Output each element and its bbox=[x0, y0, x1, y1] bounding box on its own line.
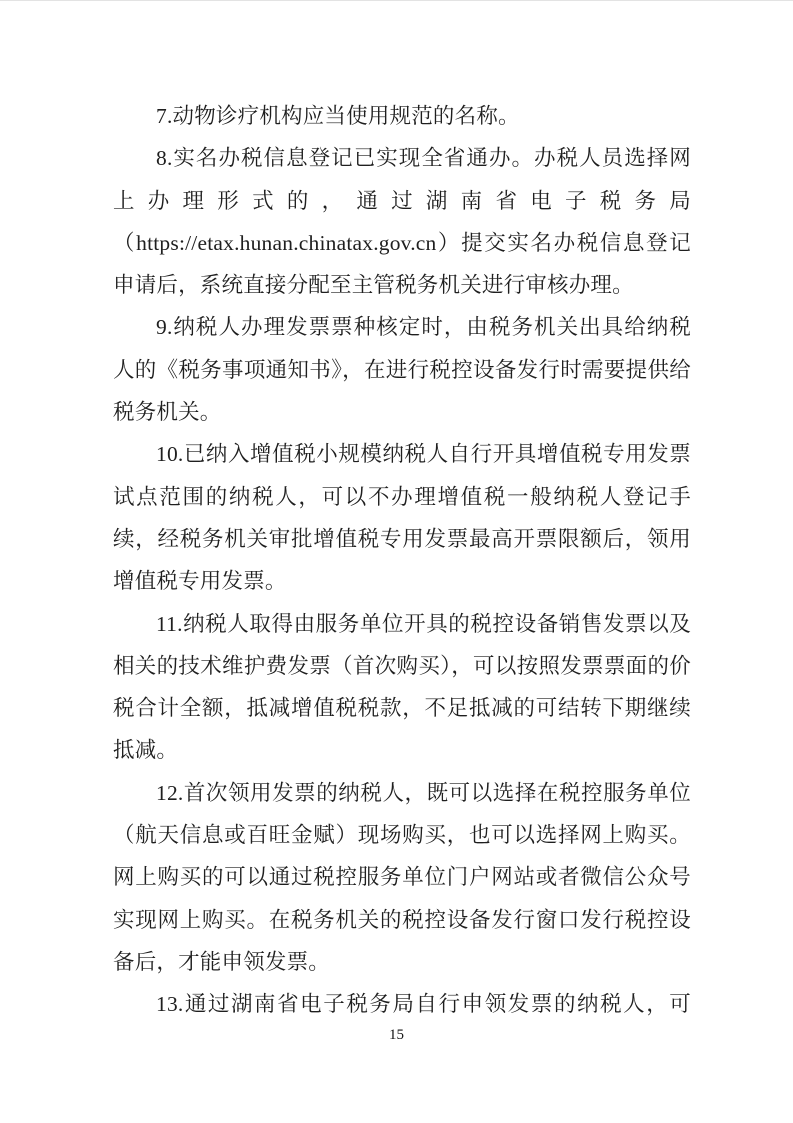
paragraph-9: 9.纳税人办理发票票种核定时，由税务机关出具给纳税人的《税务事项通知书》，在进行税控设备发行时需要提供给税务机关。 bbox=[113, 315, 691, 425]
body-text bbox=[113, 95, 691, 1026]
page-number: 15 bbox=[389, 1027, 404, 1043]
paragraph-12: 12.首次领用发票的纳税人，既可以选择在税控服务单位（航天信息或百旺金赋）现场购买，也可以选择网上购买。网上购买的可以通过税控服务单位门户网站或者微信公众号实现网上购买。在税务机关的税控设备发行窗口发行税控设备后，才能申领发票。 bbox=[113, 780, 691, 974]
paragraph-11: 11.纳税人取得由服务单位开具的税控设备销售发票以及相关的技术维护费发票（首次购买），可以按照发票票面的价税合计全额，抵减增值税税款，不足抵减的可结转下期继续抵减。 bbox=[113, 611, 691, 763]
paragraph-10: 10.已纳入增值税小规模纳税人自行开具增值税专用发票试点范围的纳税人，可以不办理增值税一般纳税人登记手续，经税务机关审批增值税专用发票最高开票限额后，领用增值税专用发票。 bbox=[113, 442, 691, 594]
paragraph-8: 8.实名办税信息登记已实现全省通办。办税人员选择网上办理形式的，通过湖南省电子税务局（https://etax.hunan.chinatax.gov.cn）提交实名办税信息登记申请后，系统直接分配至主管税务机关进行审核办理。 bbox=[113, 146, 691, 298]
paragraph-13: 13.通过湖南省电子税务局自行申领发票的纳税人，可 bbox=[156, 992, 691, 1017]
paragraph-7: 7.动物诊疗机构应当使用规范的名称。 bbox=[156, 104, 520, 128]
